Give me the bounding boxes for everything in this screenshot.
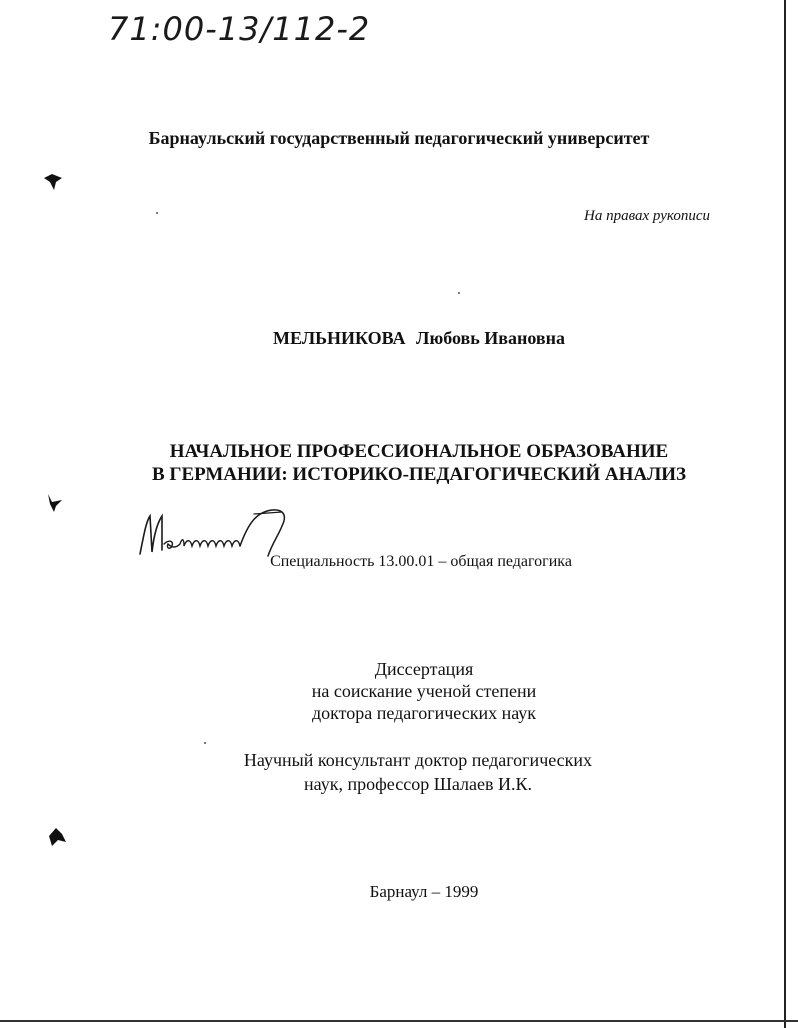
manuscript-note: На правах рукописи — [584, 208, 710, 224]
page-border-bottom — [0, 1020, 798, 1022]
dissertation-degree-block — [0, 658, 798, 724]
degree-line-2: доктора педагогических наук — [311, 703, 537, 723]
consultant-line-1: Научный консультант доктор педагогических — [243, 750, 593, 770]
archive-code-handwritten: 71:00-13/112-2 — [108, 10, 371, 48]
consultant-line-2: наук, профессор Шалаев И.К. — [304, 774, 532, 794]
city-year: Барнаул – 1999 — [369, 882, 479, 901]
university-name: Барнаульский государственный педагогический университет — [148, 128, 650, 148]
degree-line-1: на соискание ученой степени — [311, 681, 537, 701]
thesis-title-line-2: В ГЕРМАНИИ: ИСТОРИКО-ПЕДАГОГИЧЕСКИЙ АНАЛИЗ — [151, 464, 687, 485]
scan-speck — [156, 212, 158, 214]
thesis-title — [0, 440, 798, 486]
author-given-names: Любовь Ивановна — [416, 328, 566, 348]
author-surname: МЕЛЬНИКОВА — [272, 328, 406, 348]
scan-mark-icon — [42, 170, 64, 192]
scan-mark-icon — [44, 492, 66, 514]
scan-speck — [458, 292, 460, 294]
scan-mark-icon — [46, 826, 68, 848]
page-border-right — [784, 0, 786, 1028]
author-name — [0, 328, 798, 349]
dissertation-label: Диссертация — [374, 659, 474, 679]
scientific-consultant — [0, 748, 798, 796]
scan-speck — [204, 742, 206, 744]
thesis-title-line-1: НАЧАЛЬНОЕ ПРОФЕССИОНАЛЬНОЕ ОБРАЗОВАНИЕ — [169, 441, 669, 462]
specialty: Специальность 13.00.01 – общая педагогика — [270, 553, 572, 570]
